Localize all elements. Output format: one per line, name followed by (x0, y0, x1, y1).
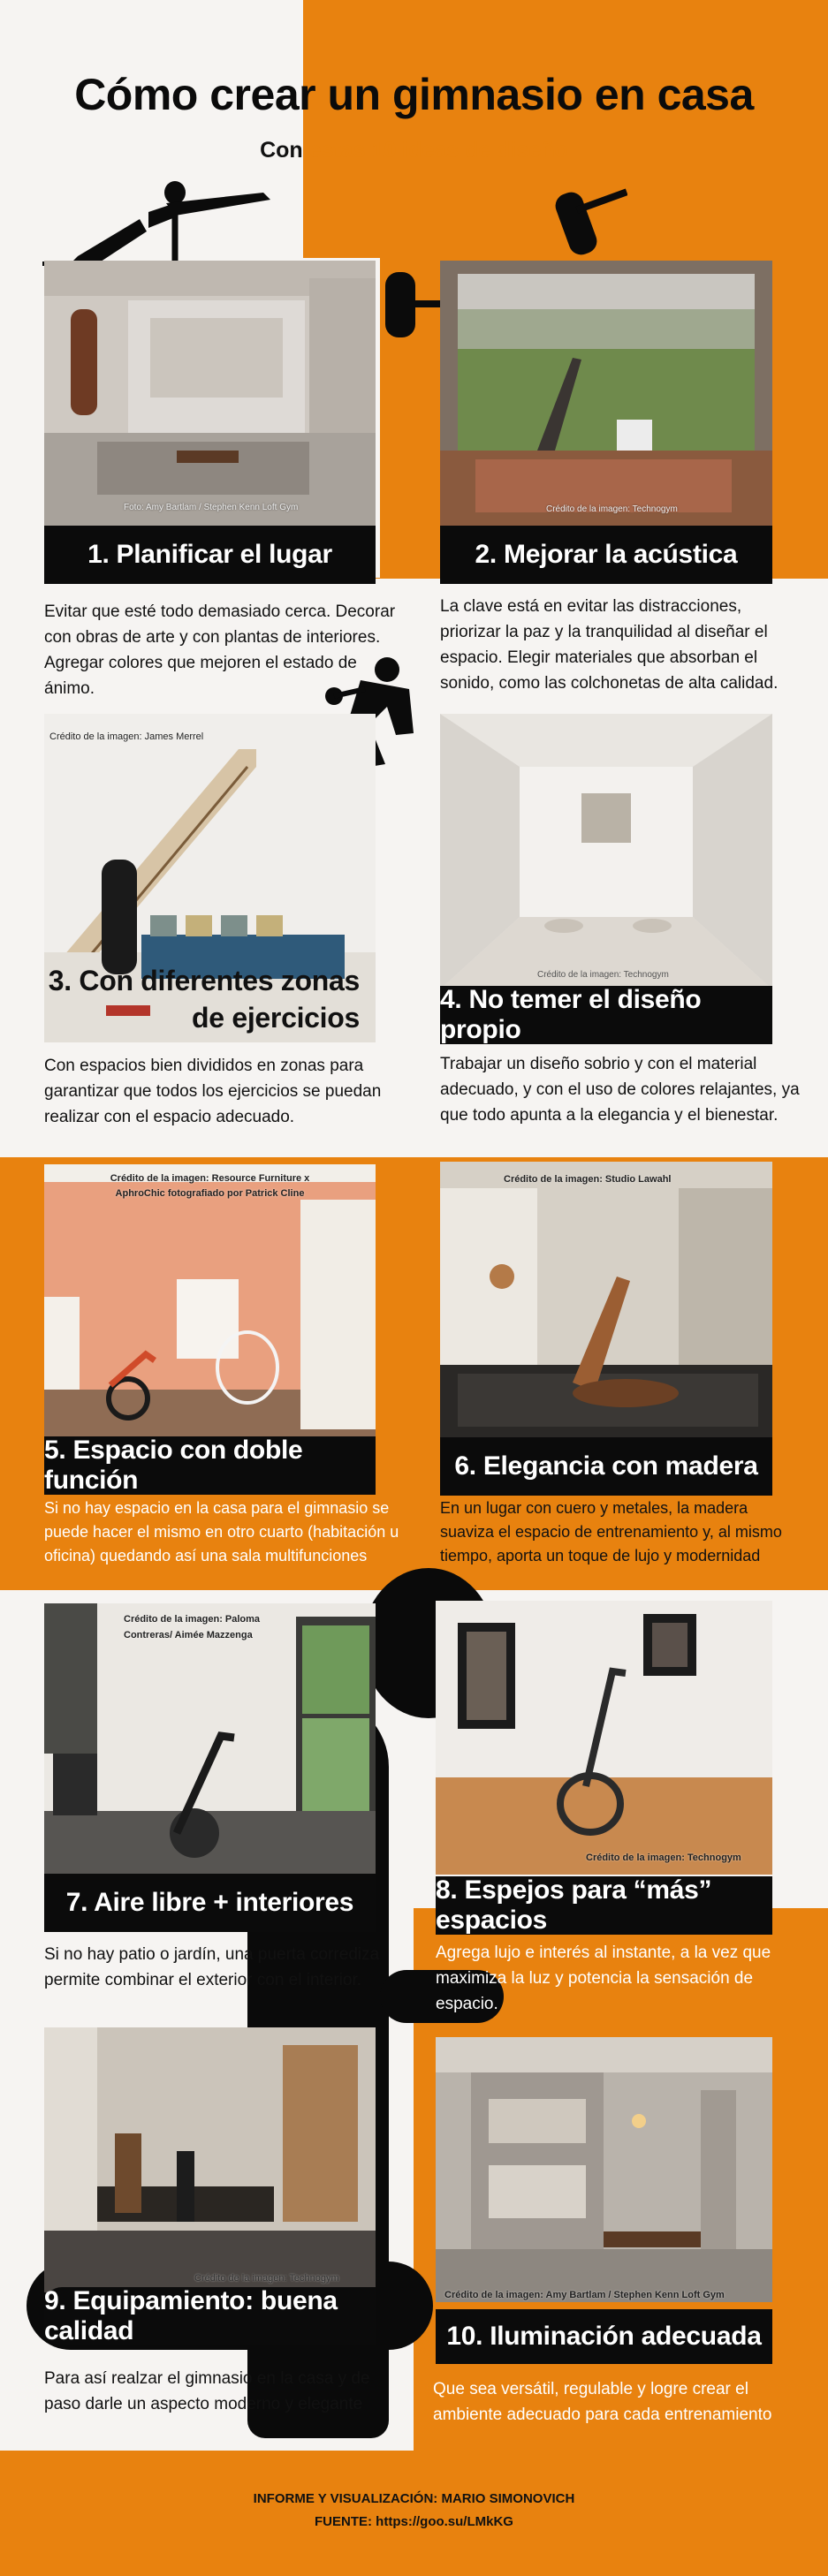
page-subtitle (0, 138, 828, 163)
card-4 (440, 714, 772, 1045)
card-8-desc: Agrega lujo e interés al instante, a la vez que maximiza la luz y potencia la sensación de espacio. (436, 1943, 771, 2013)
card-7 (44, 1603, 376, 1932)
card-5-desc: Si no hay espacio en la casa para el gimnasio se puede hacer el mismo en otro cuarto (habitación u oficina) quedando así una sala multifunciones (44, 1499, 399, 1565)
card-3-desc: Con espacios bien divididos en zonas para garantizar que todos los ejercicios se puedan realizar con el espacio adecuado. (44, 1057, 382, 1126)
card-5-title: 5. Espacio con doble función (44, 1436, 376, 1495)
plank-figure-icon (42, 177, 281, 274)
photo-technogym-window (440, 261, 772, 526)
footer-credit: INFORME Y VISUALIZACIÓN: MARIO SIMONOVICH (253, 2491, 575, 2506)
photo-wood-gym (440, 1162, 772, 1439)
card-9-desc: Para así realzar el gimnasio en la casa y de paso darle un aspecto moderno y elegante (44, 2369, 370, 2413)
card-8-title: 8. Espejos para “más” espacios (436, 1876, 772, 1935)
photo-bike-room (44, 1603, 376, 1877)
photo-lighting-gym (436, 2037, 772, 2302)
credit-7-line1: Crédito de la imagen: Paloma (124, 1614, 261, 1625)
card-6-desc: En un lugar con cuero y metales, la madera suaviza el espacio de entrenamiento y, al mismo tiempo, aporta un toque de lujo y modernidad (440, 1499, 782, 1565)
photo-loft-gym (44, 261, 376, 526)
credit-4: Crédito de la imagen: Technogym (537, 970, 669, 980)
card-7-title: 7. Aire libre + interiores (44, 1874, 376, 1932)
card-10 (436, 2037, 772, 2364)
credit-2: Crédito de la imagen: Technogym (546, 504, 678, 514)
card-1 (44, 261, 376, 590)
card-3-title-line2: de ejercicios (192, 1002, 360, 1034)
credit-6: Crédito de la imagen: Studio Lawahl (504, 1174, 672, 1185)
credit-5-line1: Crédito de la imagen: Resource Furniture x (110, 1173, 310, 1184)
card-6-title: 6. Elegancia con madera (440, 1437, 772, 1496)
footer (0, 2451, 828, 2576)
footer-source[interactable]: FUENTE: https://goo.su/LMkKG (315, 2514, 513, 2529)
page-title: Cómo crear un gimnasio en casa (74, 70, 754, 119)
photo-wood-equipment (44, 2027, 376, 2292)
credit-7-line2: Contreras/ Aimée Mazzenga (124, 1630, 253, 1640)
card-2-title: 2. Mejorar la acústica (440, 526, 772, 584)
card-8 (436, 1601, 772, 1935)
card-9-title: 9. Equipamiento: buena calidad (44, 2287, 376, 2345)
card-9 (44, 2027, 376, 2345)
subtitle-first-word: Con (260, 138, 303, 163)
card-1-desc: Evitar que esté todo demasiado cerca. Decorar con obras de arte y con plantas de interiores. Agregar colores que mejoren el estado de ánimo. (44, 602, 396, 698)
card-1-title: 1. Planificar el lugar (44, 526, 376, 584)
credit-10: Crédito de la imagen: Amy Bartlam / Stephen Kenn Loft Gym (444, 2290, 725, 2300)
card-6 (440, 1162, 772, 1497)
barbell-left-icon (378, 265, 440, 345)
card-2 (440, 261, 772, 590)
card-7-desc: Si no hay patio o jardín, una puerta corrediza permite combinar el exterior con el interior. (44, 1945, 380, 1989)
card-3 (44, 714, 376, 1042)
photo-pink-room (44, 1164, 376, 1440)
subtitle-rest: estas 10 ideas de diseño (302, 138, 568, 163)
card-5 (44, 1164, 376, 1498)
card-4-desc: Trabajar un diseño sobrio y con el material adecuado, y con el uso de colores relajantes, ya que todo apunta a la elegancia y el bienestar. (440, 1055, 800, 1125)
photo-mirror-bike (436, 1601, 772, 1875)
card-3-title-line1: 3. Con diferentes zonas (48, 965, 360, 996)
card-10-desc: Que sea versátil, regulable y logre crear el ambiente adecuado para cada entrenamiento (433, 2380, 772, 2424)
credit-3: Crédito de la imagen: James Merrel (49, 731, 204, 742)
barbell-top-icon (546, 181, 627, 262)
credit-5-line2: AphroChic fotografiado por Patrick Cline (115, 1188, 305, 1199)
photo-white-room (440, 714, 772, 989)
card-4-title: 4. No temer el diseño propio (440, 986, 772, 1044)
credit-1: Foto: Amy Bartlam / Stephen Kenn Loft Gym (124, 503, 299, 512)
card-2-desc: La clave está en evitar las distracciones, priorizar la paz y la tranquilidad al diseñar el espacio. Elegir materiales que absorban el sonido, como las colchonetas de alta calidad. (440, 597, 779, 693)
credit-9: Crédito de la imagen: Technogym (194, 2273, 339, 2284)
card-10-title: 10. Iluminación adecuada (436, 2309, 772, 2364)
credit-8: Crédito de la imagen: Technogym (586, 1852, 741, 1863)
